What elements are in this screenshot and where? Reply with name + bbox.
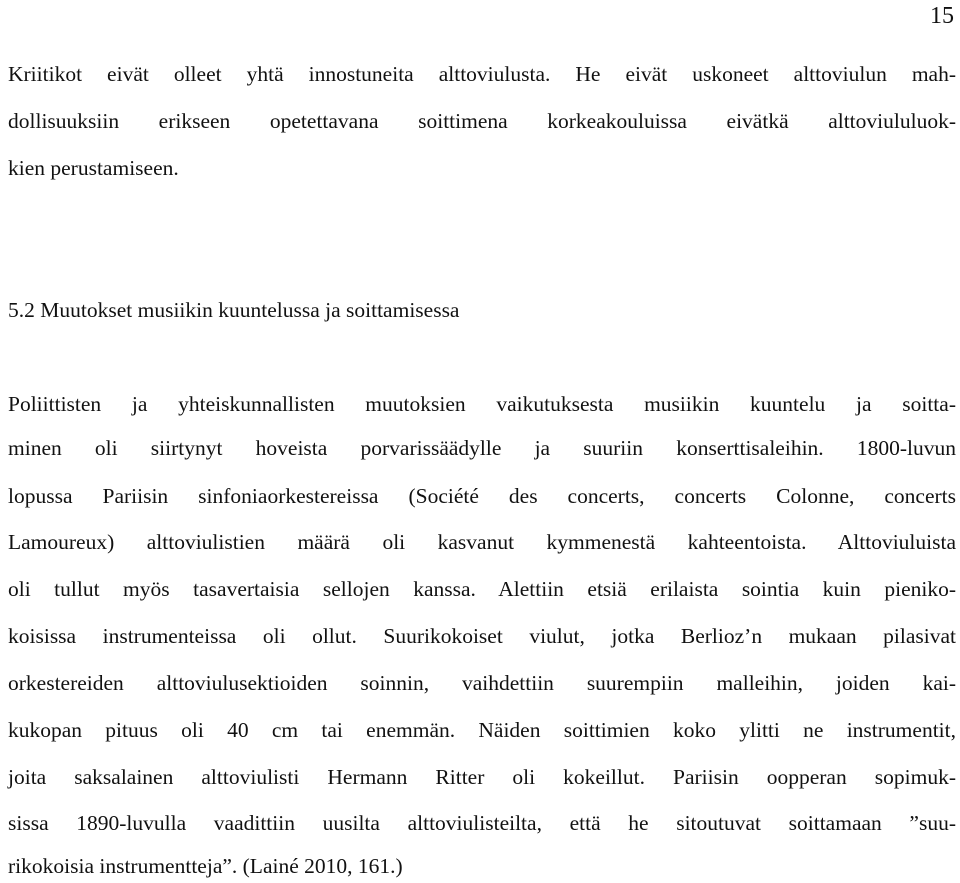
text-line: kukopan pituus oli 40 cm tai enemmän. Näiden soittimien koko ylitti ne instrumentit, [8,718,956,742]
text-line: Kriitikot eivät olleet yhtä innostuneita alttoviulusta. He eivät uskoneet alttoviulun mah- [8,62,956,86]
text-line: minen oli siirtynyt hoveista porvarissäädylle ja suuriin konserttisaleihin. 1800-luvun [8,436,956,460]
text-line: Poliittisten ja yhteiskunnallisten muutoksien vaikutuksesta musiikin kuuntelu ja soitta- [8,392,956,416]
text-line: kien perustamiseen. [8,156,179,180]
text-line: koisissa instrumenteissa oli ollut. Suurikokoiset viulut, jotka Berlioz’n mukaan pilasivat [8,624,956,648]
page-number: 15 [930,3,954,29]
section-heading: 5.2 Muutokset musiikin kuuntelussa ja soittamisessa [8,298,460,322]
text-line: lopussa Pariisin sinfoniaorkestereissa (Société des concerts, concerts Colonne, concerts [8,484,956,508]
text-line: joita saksalainen alttoviulisti Hermann Ritter oli kokeillut. Pariisin oopperan sopimuk- [8,765,956,789]
text-line: Lamoureux) alttoviulistien määrä oli kasvanut kymmenestä kahteentoista. Alttoviuluista [8,530,956,554]
text-line: orkestereiden alttoviulusektioiden soinnin, vaihdettiin suurempiin malleihin, joiden kai- [8,671,956,695]
text-line: rikokoisia instrumentteja”. (Lainé 2010, 161.) [8,854,403,878]
text-line: oli tullut myös tasavertaisia sellojen kanssa. Alettiin etsiä erilaista sointia kuin pieniko- [8,577,956,601]
text-line: sissa 1890-luvulla vaadittiin uusilta alttoviulisteilta, että he sitoutuvat soittamaan ”suu- [8,811,956,835]
text-line: dollisuuksiin erikseen opetettavana soittimena korkeakouluissa eivätkä alttoviululuok- [8,109,956,133]
